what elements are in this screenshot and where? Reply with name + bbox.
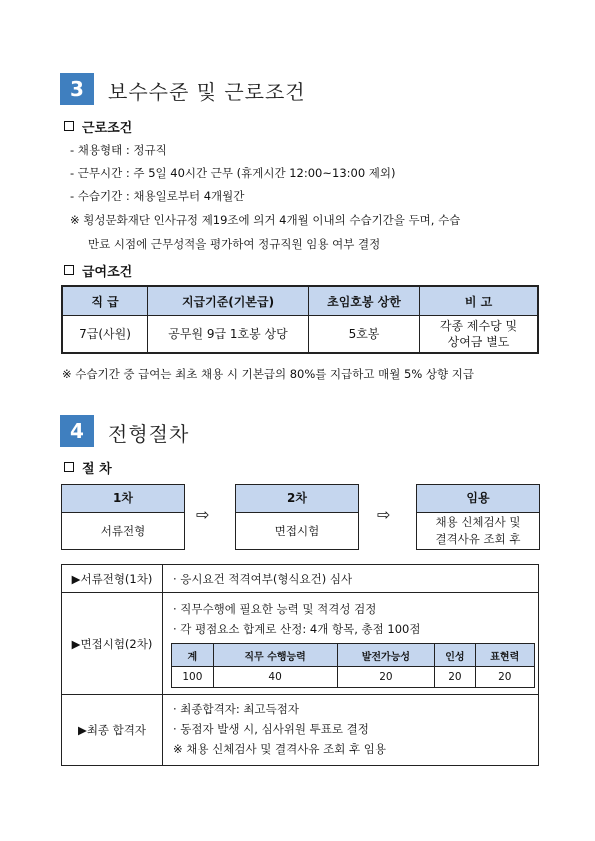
score-header: 인성 [435, 644, 475, 667]
work-item: - 채용형태 : 정규직 [70, 143, 167, 157]
step-title: 임용 [417, 485, 539, 513]
pay-table-header: 직 급 [62, 286, 148, 316]
pay-table-cell: 7급(사원) [62, 316, 148, 354]
step-body: 면접시험 [274, 523, 320, 538]
score-header: 발전가능성 [337, 644, 435, 667]
pay-table-cell: 공무원 9급 1호봉 상당 [148, 316, 309, 354]
arrow-right-icon: ⇨ [377, 505, 391, 524]
checkbox-icon [64, 265, 74, 275]
procedure-heading: 절 차 [64, 458, 112, 477]
section-number: 3 [60, 73, 94, 105]
score-table [171, 643, 535, 688]
pay-table-header: 비 고 [420, 286, 539, 316]
work-item: - 수습기간 : 채용일로부터 4개월간 [70, 189, 245, 203]
step-card [61, 484, 185, 550]
score-value: 20 [435, 667, 475, 688]
work-item: - 근무시간 : 주 5일 40시간 근무 (휴게시간 12:00~13:00 제외) [70, 166, 396, 180]
score-value: 20 [337, 667, 435, 688]
detail-label: ▶최종 합격자 [62, 695, 163, 766]
detail-text: · 동점자 발생 시, 심사위원 투표로 결정 [173, 722, 369, 736]
section-title: 전형절차 [108, 422, 190, 446]
detail-text: ※ 채용 신체검사 및 결격사유 조회 후 임용 [173, 742, 386, 756]
work-conditions-heading: 근로조건 [64, 117, 132, 136]
pay-table-cell: 각종 제수당 및 상여금 별도 [420, 316, 539, 354]
step-body: 채용 신체검사 및 결격사유 조회 후 [435, 515, 521, 546]
probation-note: 만료 시점에 근무성적을 평가하여 정규직원 임용 여부 결정 [88, 237, 381, 251]
detail-text: · 각 평점요소 합계로 산정: 4개 항목, 총점 100점 [173, 622, 421, 636]
pay-table-header: 지급기준(기본급) [148, 286, 309, 316]
score-header: 직무 수행능력 [213, 644, 337, 667]
pay-table-header: 초임호봉 상한 [309, 286, 420, 316]
checkbox-icon [64, 121, 74, 131]
score-value: 20 [475, 667, 534, 688]
detail-text: · 직무수행에 필요한 능력 및 적격성 검정 [173, 602, 377, 616]
step-card [416, 484, 540, 550]
checkbox-icon [64, 462, 74, 472]
step-card [235, 484, 359, 550]
step-title: 1차 [62, 485, 184, 513]
step-title: 2차 [236, 485, 358, 513]
score-header: 계 [172, 644, 214, 667]
detail-label: ▶서류전형(1차) [62, 565, 163, 593]
probation-note: ※ 횡성문화재단 인사규정 제19조에 의거 4개월 이내의 수습기간을 두며, 수습 [70, 213, 461, 227]
detail-text: · 응시요건 적격여부(형식요건) 심사 [163, 565, 539, 593]
pay-note: ※ 수습기간 중 급여는 최초 채용 시 기본급의 80%를 지급하고 매월 5% 상향 지급 [62, 367, 475, 381]
pay-table [61, 285, 539, 354]
step-body: 서류전형 [100, 523, 146, 538]
pay-table-cell: 5호봉 [309, 316, 420, 354]
score-value: 100 [172, 667, 214, 688]
score-header: 표현력 [475, 644, 534, 667]
selection-detail-table [61, 564, 539, 766]
pay-conditions-heading: 급여조건 [64, 261, 132, 280]
section-title: 보수수준 및 근로조건 [108, 80, 306, 104]
detail-text: · 최종합격자: 최고득점자 [173, 702, 299, 716]
arrow-right-icon: ⇨ [196, 505, 210, 524]
score-value: 40 [213, 667, 337, 688]
detail-label: ▶면접시험(2차) [62, 593, 163, 695]
section-number: 4 [60, 415, 94, 447]
